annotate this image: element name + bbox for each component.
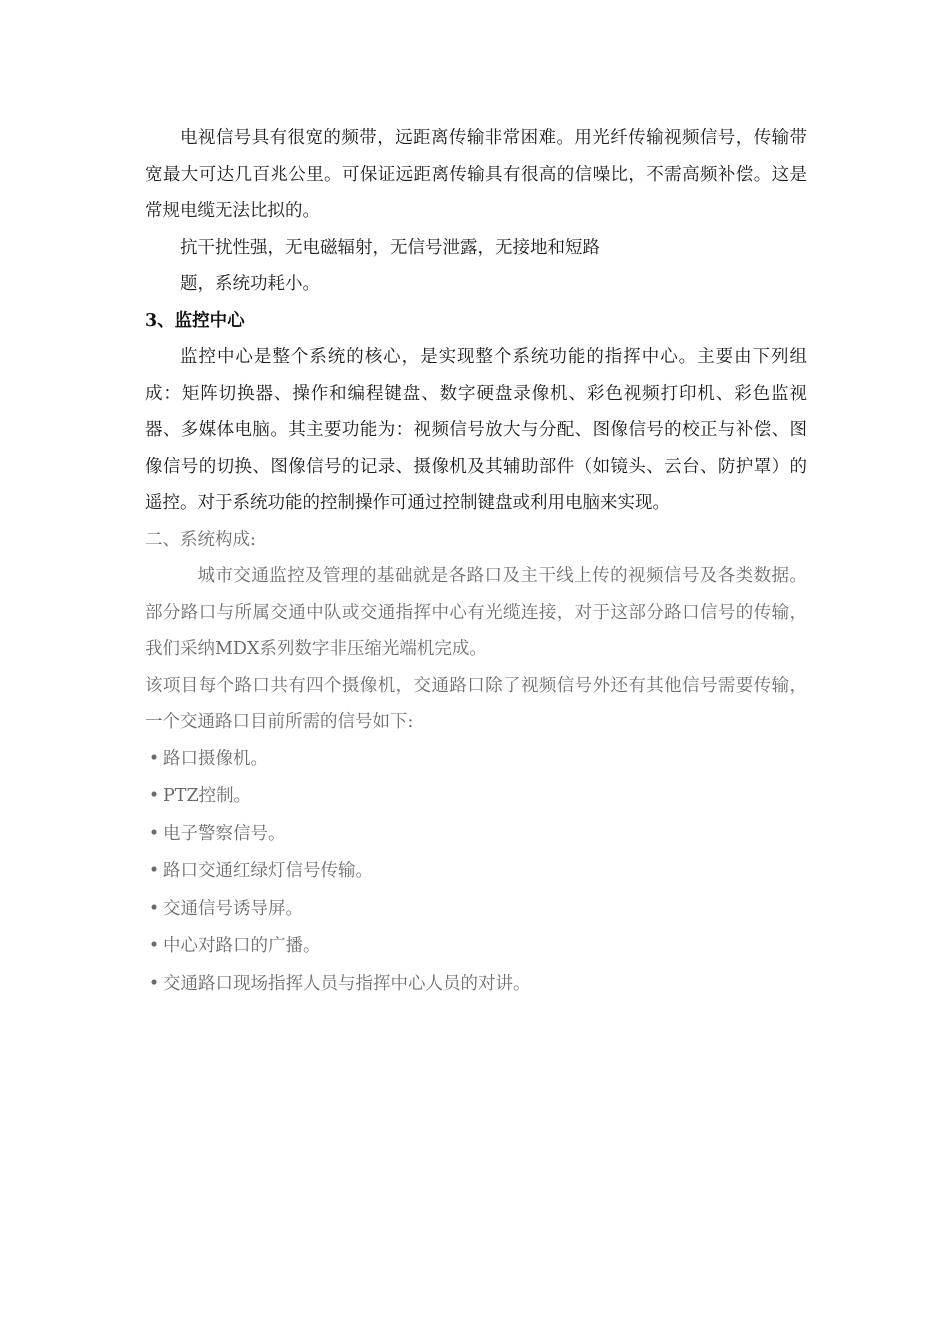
bullet-icon: • xyxy=(148,973,160,994)
list-item-text: 交通路口现场指挥人员与指挥中心人员的对讲。 xyxy=(163,973,531,994)
list-item-text: 交通信号诱导屏。 xyxy=(163,898,303,919)
list-item xyxy=(145,741,807,779)
list-item-text: 电子警察信号。 xyxy=(163,823,286,844)
paragraph-monitoring-center: 监控中心是整个系统的核心，是实现整个系统功能的指挥中心。主要由下列组成：矩阵切换器、操作和编程键盘、数字硬盘录像机、彩色视频打印机、彩色监视器、多媒体电脑。其主要功能为：视频信号放大与分配、图像信号的校正与补偿、图像信号的切换、图像信号的记录、摄像机及其辅助部件（如镜头、云台、防护罩）的遥控。对于系统功能的控制操作可通过控制键盘或利用电脑来实现。 xyxy=(145,347,807,513)
signal-list xyxy=(145,741,807,1004)
list-item xyxy=(145,778,807,816)
paragraph-anti-interference-line1: 抗干扰性强，无电磁辐射，无信号泄露，无接地和短路 xyxy=(180,237,600,258)
paragraph-project-signals: 该项目每个路口共有四个摄像机，交通路口除了视频信号外还有其他信号需要传输，一个交通路口目前所需的信号如下: xyxy=(145,675,807,732)
list-item-text: 路口交通红绿灯信号传输。 xyxy=(163,861,373,881)
list-item xyxy=(145,928,807,966)
bullet-icon: • xyxy=(148,786,160,806)
list-item-text: 路口摄像机。 xyxy=(163,748,268,769)
paragraph-video-signal: 电视信号具有很宽的频带，远距离传输非常困难。用光纤传输视频信号，传输带宽最大可达几百兆公里。可保证远距离传输具有很高的信噪比，不需高频补偿。这是常规电缆无法比拟的。 xyxy=(145,128,807,221)
paragraph-traffic-monitoring: 城市交通监控及管理的基础就是各路口及主干线上传的视频信号及各类数据。部分路口与所属交通中队或交通指挥中心有光缆连接，对于这部分路口信号的传输，我们采纳MDX系列数字非压缩光端机完成。 xyxy=(145,566,807,659)
list-item xyxy=(145,966,807,1004)
document-page xyxy=(145,120,807,1003)
bullet-icon: • xyxy=(148,936,160,956)
list-item-text: 中心对路口的广播。 xyxy=(163,936,321,956)
paragraph-anti-interference-line2: 题，系统功耗小。 xyxy=(180,274,320,294)
bullet-icon: • xyxy=(148,823,160,844)
heading-monitoring-center: 3、监控中心 xyxy=(145,310,245,331)
list-item xyxy=(145,816,807,854)
heading-system-composition: 二、系统构成: xyxy=(145,529,256,550)
bullet-icon: • xyxy=(148,748,160,769)
bullet-icon: • xyxy=(148,861,160,881)
list-item xyxy=(145,853,807,891)
list-item-text: PTZ控制。 xyxy=(163,786,252,806)
bullet-icon: • xyxy=(148,898,160,919)
list-item xyxy=(145,891,807,929)
